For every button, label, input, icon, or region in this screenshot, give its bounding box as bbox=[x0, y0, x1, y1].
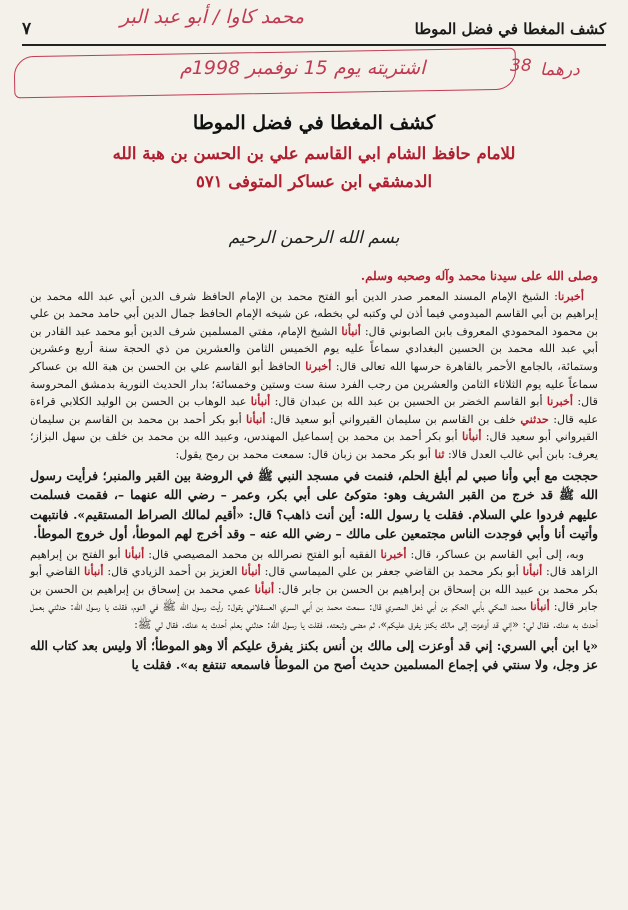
page-number: ٧ bbox=[22, 19, 32, 39]
author-line-2: الدمشقي ابن عساكر المتوفى ٥٧١ bbox=[195, 172, 433, 191]
handwritten-purchase-date: اشتريته يوم 15 نوفمبر 1998م bbox=[180, 57, 426, 79]
isnad-paragraph-1 bbox=[30, 288, 598, 464]
narration-keyword: أنبأنا bbox=[241, 564, 261, 579]
chain-text: أبو بكر أحمد بن محمد بن إسماعيل المهندس، وعبيد الله بن محمد بن خلف بن سهل البزاز؛ يعرف: بابن أبي غالب العدل قالا: bbox=[30, 430, 598, 461]
narration-keyword: ثنا bbox=[434, 446, 445, 461]
narration-keyword: حدثني bbox=[520, 411, 549, 426]
chain-text: الشيخ الإمام، مفتي المسلمين شرف الدين أبو محمد عبد القادر بن أبي عبد الله محمد بن الحسين البغدادي سماعاً عليه يوم الخميس الثامن والعشرين من ذي الحجة سنة أربع وعشرين وستمائة، بالجامع الأحمر بالقاهرة حرسها الله تعالى قال: bbox=[30, 324, 598, 373]
narration-keyword: أنبأنا bbox=[530, 599, 550, 614]
handwritten-price-unit: درهما bbox=[540, 60, 580, 80]
chain-text: خلف بن القاسم بن سليمان القيرواني أبو سعيد قال: bbox=[265, 412, 521, 426]
chain-text: عمي محمد بن إسحاق بن إبراهيم بن الحسن بن جابر قال: bbox=[30, 582, 598, 614]
chain-text: أبو القاسم الخضر بن الحسين بن عبد الله بن عبدان قال: bbox=[270, 395, 547, 409]
chain-text: : الشيخ الإمام المسند المعمر صدر الدين أبو الفتح محمد بن الإمام الحافظ شرف الدين أبي عبد الله محمد بن إبراهيم بن أبي القاسم الميدومي فيما أذن لي وكتبه لي بخطه، عن شيخه الإمام الحافظ جمال الدين أبي حامد محمد بن علي بن محمود المحمودي المعروف بابن الصابوني قال: bbox=[30, 289, 598, 338]
chain-text: محمد المكي بأبي الحكم بن أبي ذهل المصري قال: سمعت محمد بن أبي السري العسقلاني يقول: رأيت رسول الله ﷺ في النوم، فقلت يا رسول الله: حدثني بعمل أحدث به عنك. فقال لي: «إني قد أوعزت إلى مالك بكنز يفرق عليكم»، ثم مضى وتبعته. فقلت يا رسول الله: حدثني بعلم أحدث به عنك. فقال لي ﷺ: bbox=[30, 600, 598, 631]
isnad-paragraph-2 bbox=[30, 546, 598, 634]
narration-keyword: أنبأنا bbox=[461, 429, 482, 444]
chain-text: أبو بكر أحمد بن محمد بن القاسم بن سليمان القيرواني أبو سعيد قال: bbox=[30, 412, 599, 444]
chain-text: أبو الفتح بن إبراهيم الزاهد قال: bbox=[30, 547, 598, 579]
author-line-1: للامام حافظ الشام ابي القاسم علي بن الحسن بن هبة الله bbox=[112, 144, 516, 163]
narration-keyword: أنبأنا bbox=[341, 323, 361, 338]
narration-keyword: أخبرنا bbox=[380, 546, 407, 561]
chain-text: الفقيه أبو الفتح نصرالله بن محمد المصيصي قال: bbox=[144, 547, 381, 561]
header-title: كشف المغطا في فضل الموطا bbox=[414, 20, 606, 38]
narration-keyword: أنبأنا bbox=[522, 564, 543, 579]
narration-keyword: أخبرنا bbox=[546, 394, 573, 409]
chain-text: أبو بكر محمد بن القاضي جعفر بن علي الميماسي قال: bbox=[260, 565, 523, 579]
handwritten-owner-note: محمد كاوا / أبو عبد البر bbox=[120, 6, 304, 28]
handwritten-price-number: 38 bbox=[510, 56, 532, 76]
narration-keyword: أنبأنا bbox=[124, 546, 145, 561]
narration-keyword: أنبأنا bbox=[84, 564, 104, 579]
dream-narration-2: «يا ابن أبي السري: إني قد أوعزت إلى مالك بن أنس بكنز يفرق عليكم ألا وهو الموطأ؛ ألا وليس بعد كتاب الله عز وجل، ولا سنتي في إجماع المسلمين حديث أصح من الموطأ فاسمعه تنتفع به». فقلت يا bbox=[30, 637, 598, 672]
narration-keyword: أخبرنا bbox=[557, 288, 584, 303]
main-text bbox=[30, 268, 598, 898]
chain-text: أبو بكر محمد بن زبان قال: سمعت محمد بن رمح يقول: bbox=[175, 447, 435, 461]
narration-keyword: أخبرنا bbox=[305, 358, 332, 373]
narration-keyword: أنبأنا bbox=[254, 581, 275, 596]
narration-keyword: أنبأنا bbox=[246, 411, 266, 426]
narration-keyword: أنبأنا bbox=[250, 394, 271, 409]
dream-narration-1: حججت مع أبي وأنا صبي لم أبلغ الحلم، فنمت في مسجد النبي ﷺ في الروضة بين القبر والمنبر؛ فرأيت رسول الله ﷺ قد خرج من القبر الشريف وهو: متوكئ على أبي بكر، وعمر – رضي الله عنهما –، فقمت فسلمت عليهم فردوا علي السلام. فقلت يا رسول الله: أين أنت ذاهب؟ قال: «أقيم لمالك الصراط المستقيم». فانتبهت وأتيت أنا وأبي فوجدت الناس مجتمعين على مالك – رضي الله عنه – وقد أخرج لهم الموطأ، أول خروج الموطأ. bbox=[30, 467, 598, 542]
running-header bbox=[22, 14, 606, 46]
salutation: وصلى الله على سيدنا محمد وآله وصحبه وسلم. bbox=[360, 269, 598, 283]
book-title: كشف المغطا في فضل الموطا bbox=[192, 112, 436, 134]
basmala-calligraphy: بسم الله الرحمن الرحيم bbox=[228, 228, 400, 248]
book-title-block bbox=[22, 112, 606, 196]
chain-text: القاضي أبو بكر محمد بن عبيد الله بن إسحاق بن إبراهيم بن الحسن بن جابر قال: bbox=[30, 565, 598, 596]
chain-text: الحافظ أبو القاسم علي بن الحسن بن هبة الله بن عساكر سماعاً عليه يوم الثلاثاء الثامن والعشرين من رجب الفرد سنة ست وستين وخمسائة؛ بدار الحديث النورية بدمشق المحروسة قال: bbox=[30, 359, 598, 409]
chain-text: وبه، إلى أبي القاسم بن عساكر، قال: bbox=[406, 547, 584, 561]
chain-text: العزيز بن أحمد الزيادي قال: bbox=[103, 565, 242, 579]
chain-text: عبد الوهاب بن الحسن بن الوليد الكلابي قراءة عليه قال: bbox=[30, 395, 599, 426]
